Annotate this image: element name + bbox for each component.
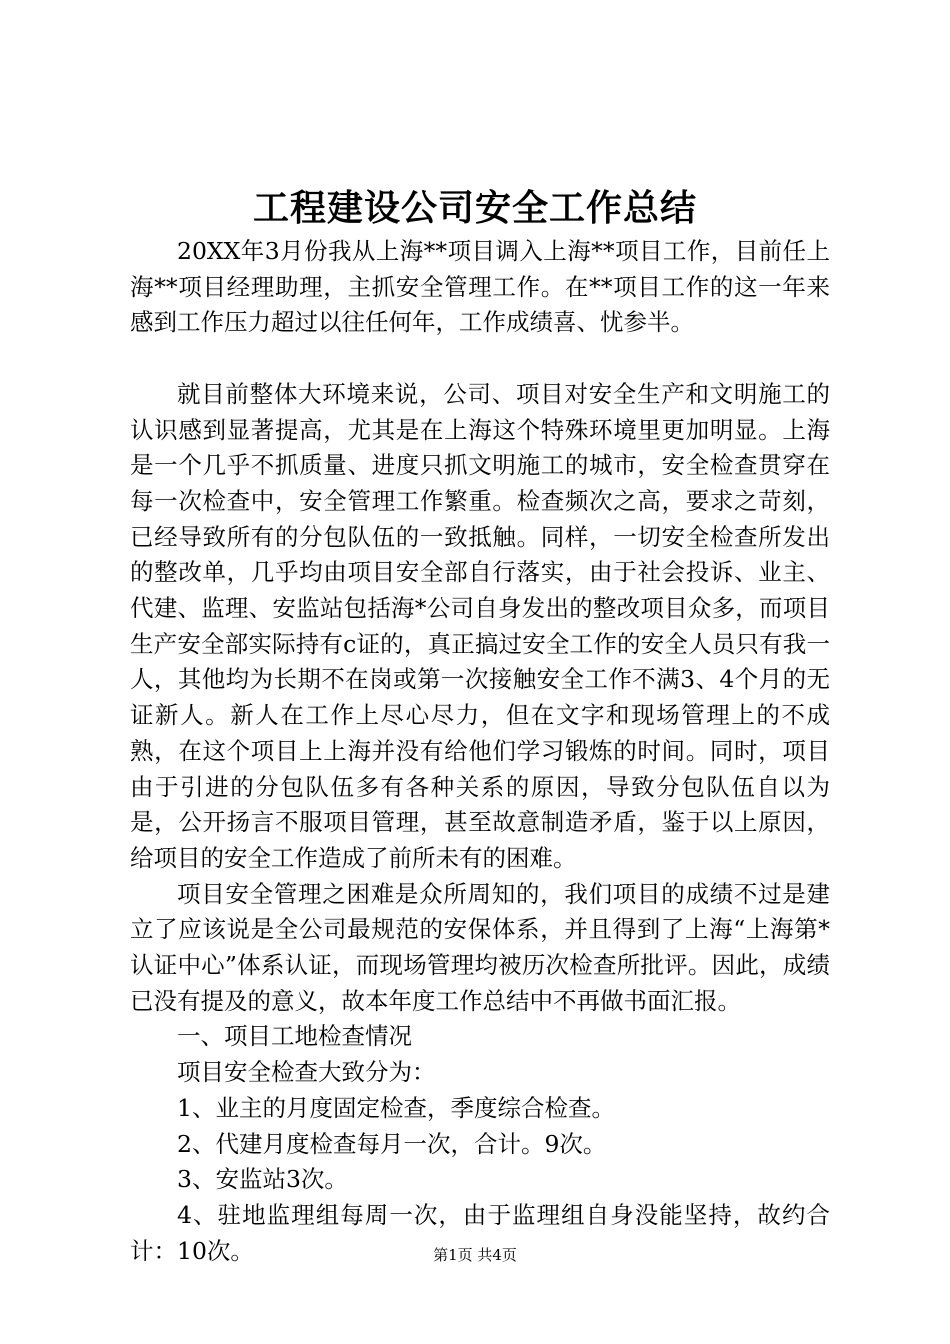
list-item-resident-supervision: 4、驻地监理组每周一次，由于监理组自身没能坚持，故约合计：10次。 (130, 1200, 830, 1265)
page-number-footer: 第1页 共4页 (433, 1246, 517, 1264)
list-item-supervision-station: 3、安监站3次。 (177, 1165, 348, 1194)
section-heading-inspection: 一、项目工地检查情况 (177, 1022, 412, 1051)
paragraph-difficulty: 项目安全管理之困难是众所周知的，我们项目的成绩不过是建立了应该说是全公司最规范的安保体系，并且得到了上海“上海第*认证中心”体系认证，而现场管理均被历次检查所批评。因此，成绩已没有提及的意义，故本年度工作总结中不再做书面汇报。 (130, 879, 830, 1015)
list-item-owner-inspection: 1、业主的月度固定检查，季度综合检查。 (177, 1093, 615, 1122)
document-title: 工程建设公司安全工作总结 (252, 187, 697, 229)
list-item-agent-inspection: 2、代建月度检查每月一次，合计。9次。 (177, 1129, 607, 1158)
paragraph-environment: 就目前整体大环境来说，公司、项目对安全生产和文明施工的认识感到显著提高，尤其是在上海这个特殊环境里更加明显。上海是一个几乎不抓质量、进度只抓文明施工的城市，安全检查贯穿在每一次检查中，安全管理工作繁重。检查频次之高，要求之苛刻，已经导致所有的分包队伍的一致抵触。同样，一切安全检查所发出的整改单，几乎均由项目安全部自行落实，由于社会投诉、业主、代建、监理、安监站包括海*公司自身发出的整改项目众多，而项目生产安全部实际持有c证的，真正搞过安全工作的安全人员只有我一人，其他均为长期不在岗或第一次接触安全工作不满3、4个月的无证新人。新人在工作上尽心尽力，但在文字和现场管理上的不成熟，在这个项目上上海并没有给他们学习锻炼的时间。同时，项目由于引进的分包队伍多有各种关系的原因，导致分包队伍自以为是，公开扬言不服项目管理，甚至故意制造矛盾，鉴于以上原因，给项目的安全工作造成了前所未有的困难。 (130, 379, 830, 872)
paragraph-intro: 20XX年3月份我从上海**项目调入上海**项目工作，目前任上海**项目经理助理，主抓安全管理工作。在**项目工作的这一年来感到工作压力超过以往任何年，工作成绩喜、忧参半。 (130, 237, 830, 337)
paragraph-inspection-intro: 项目安全检查大致分为： (177, 1058, 436, 1087)
document-body (130, 234, 830, 1269)
